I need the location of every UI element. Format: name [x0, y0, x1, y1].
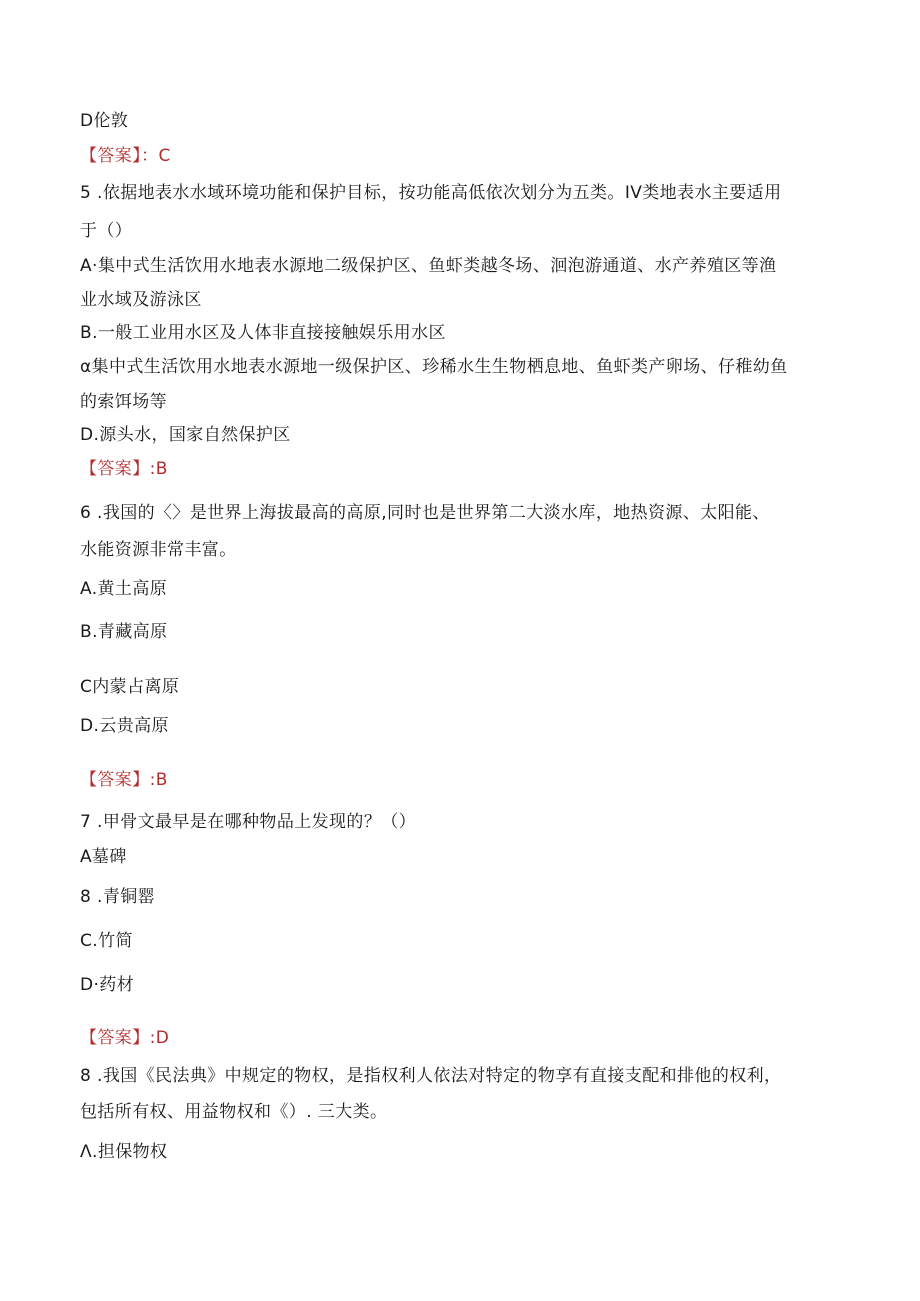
question-line: 7 .甲骨文最早是在哪种物品上发现的？（） — [80, 812, 417, 832]
option-line: Λ.担保物权 — [80, 1142, 168, 1162]
question-line: 包括所有权、用益物权和《）. 三大类。 — [80, 1102, 388, 1122]
option-line: 8 .青铜罂 — [80, 887, 156, 907]
option-line: A墓碑 — [80, 847, 127, 867]
option-line: α集中式生活饮用水地表水源地一级保护区、珍稀水生生物栖息地、鱼虾类产卵场、仔稚幼鱼 — [80, 357, 788, 377]
option-line: C内蒙占离原 — [80, 677, 180, 697]
answer-line: 【答案】:B — [80, 770, 168, 790]
option-line: D·药材 — [80, 975, 135, 995]
question-line: 于（） — [80, 221, 133, 241]
option-line: B.青藏高原 — [80, 622, 168, 642]
answer-line: 【答案】:D — [80, 1028, 170, 1048]
answer-line: 【答案】:B — [80, 459, 168, 479]
option-line: 的索饵场等 — [80, 392, 167, 412]
option-line: B.一般工业用水区及人体非直接接触娱乐用水区 — [80, 323, 446, 343]
option-line: D伦敦 — [80, 111, 129, 131]
option-line: 业水域及游泳区 — [80, 290, 202, 310]
option-line: D.云贵高原 — [80, 716, 169, 736]
question-line: 8 .我国《民法典》中规定的物权，是指权利人依法对特定的物享有直接支配和排他的权利， — [80, 1066, 782, 1086]
question-line: 5 .依据地表水水域环境功能和保护目标，按功能高低依次划分为五类。IV类地表水主要适用 — [80, 183, 782, 203]
question-line: 6 .我国的〈〉是世界上海拔最高的高原,同时也是世界第二大淡水库，地热资源、太阳能、 — [80, 503, 770, 523]
question-line: 水能资源非常丰富。 — [80, 540, 237, 560]
answer-line: 【答案】：C — [80, 146, 171, 166]
option-line: C.竹简 — [80, 931, 133, 951]
option-line: D.源头水，国家自然保护区 — [80, 425, 291, 445]
option-line: A·集中式生活饮用水地表水源地二级保护区、鱼虾类越冬场、洄泡游通道、水产养殖区等渔 — [80, 256, 777, 276]
option-line: A.黄土高原 — [80, 579, 168, 599]
